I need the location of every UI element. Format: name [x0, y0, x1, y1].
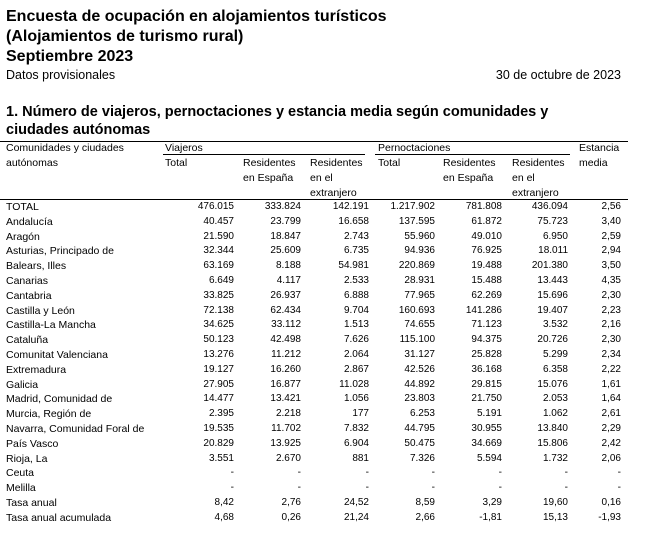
cell-p-total: 160.693 [398, 304, 435, 316]
cell-p-total: 55.960 [404, 230, 435, 242]
cell-v-ext: 6.888 [343, 289, 369, 301]
pernoctaciones-res-ext-header-1: Residentes [512, 157, 565, 169]
cell-p-ext: 15.696 [537, 289, 568, 301]
pernoctaciones-header: Pernoctaciones [378, 142, 451, 154]
region-cell: Andalucía [6, 215, 53, 228]
cell-p-esp: -1,81 [479, 511, 502, 523]
table-row [0, 511, 651, 526]
table-row [0, 318, 651, 333]
cell-v-total: 19.127 [203, 363, 234, 375]
cell-v-total: 27.905 [203, 378, 234, 390]
cell-p-ext: 5.299 [542, 348, 568, 360]
cell-v-ext: 21,24 [343, 511, 369, 523]
cell-v-esp: 23.799 [270, 215, 301, 227]
cell-p-total: 137.595 [398, 215, 435, 227]
cell-p-total: 28.931 [404, 274, 435, 286]
section-title: 1. Número de viajeros, pernoctaciones y estancia media según comunidades y ciudades autónomas [6, 104, 549, 138]
cell-v-total: 19.535 [203, 422, 234, 434]
cell-estancia: 2,34 [601, 348, 621, 360]
region-cell: País Vasco [6, 437, 59, 450]
region-cell: Madrid, Comunidad de [6, 393, 113, 406]
cell-v-ext: 6.904 [343, 437, 369, 449]
table-row [0, 244, 651, 259]
cell-v-total: 6.649 [208, 274, 234, 286]
region-cell: Murcia, Región de [6, 408, 92, 421]
cell-v-esp: 2.670 [275, 452, 301, 464]
table-row [0, 452, 651, 467]
cell-p-esp: - [498, 482, 502, 494]
cell-v-esp: - [297, 482, 301, 494]
table-row [0, 304, 651, 319]
cell-p-ext: 2.053 [542, 393, 568, 405]
cell-p-esp: - [498, 467, 502, 479]
cell-v-total: 50.123 [203, 334, 234, 346]
table-row [0, 289, 651, 304]
pernoctaciones-res-esp-header-1: Residentes [443, 157, 496, 169]
cell-p-ext: 1.062 [542, 408, 568, 420]
title-line-2: (Alojamientos de turismo rural) [6, 28, 244, 45]
pernoctaciones-res-esp-header-2: en España [443, 172, 494, 184]
cell-v-esp: 16.877 [270, 378, 301, 390]
cell-v-ext: 2.743 [343, 230, 369, 242]
cell-p-esp: 94.375 [471, 334, 502, 346]
cell-p-esp: 62.269 [471, 289, 502, 301]
cell-p-total: - [431, 482, 435, 494]
cell-v-esp: 18.847 [270, 230, 301, 242]
cell-v-total: 72.138 [203, 304, 234, 316]
cell-p-ext: 3.532 [542, 319, 568, 331]
cell-v-esp: 13.925 [270, 437, 301, 449]
cell-p-ext: 15.076 [537, 378, 568, 390]
cell-v-ext: 6.735 [343, 245, 369, 257]
cell-v-ext: 7.626 [343, 334, 369, 346]
cell-v-esp: 4.117 [276, 274, 301, 286]
table-row [0, 437, 651, 452]
cell-p-total: 44.892 [404, 378, 435, 390]
cell-p-total: 31.127 [404, 348, 435, 360]
region-cell: Rioja, La [6, 452, 48, 465]
cell-v-esp: 2,76 [281, 496, 301, 508]
cell-estancia: 2,94 [601, 245, 621, 257]
cell-v-esp: 16.260 [270, 363, 301, 375]
cell-p-esp: 76.925 [471, 245, 502, 257]
pernoctaciones-total-header: Total [378, 157, 401, 169]
cell-v-ext: - [365, 467, 369, 479]
cell-estancia: 2,06 [601, 452, 621, 464]
table-row [0, 259, 651, 274]
cell-v-total: 33.825 [203, 289, 234, 301]
data-table-body [0, 200, 651, 526]
estancia-header-2: media [579, 157, 608, 169]
cell-estancia: - [617, 482, 621, 494]
cell-v-ext: 2.867 [343, 363, 369, 375]
region-cell: Galicia [6, 378, 39, 391]
table-row [0, 481, 651, 496]
table-row [0, 363, 651, 378]
cell-p-total: 94.936 [404, 245, 435, 257]
cell-estancia: 2,61 [601, 408, 621, 420]
cell-v-esp: 11.212 [271, 348, 301, 360]
region-cell: Canarias [6, 274, 49, 287]
cell-estancia: 2,16 [601, 319, 621, 331]
cell-p-esp: 61.872 [471, 215, 502, 227]
table-row [0, 392, 651, 407]
table-row [0, 348, 651, 363]
table-row [0, 496, 651, 511]
cell-v-total: 21.590 [203, 230, 234, 242]
cell-estancia: 2,30 [601, 334, 621, 346]
region-cell: Comunitat Valenciana [6, 348, 108, 361]
cell-v-ext: 177 [352, 408, 369, 420]
viajeros-res-esp-header-2: en España [243, 172, 294, 184]
viajeros-res-ext-header-2: en el [310, 172, 333, 184]
cell-p-esp: 29.815 [471, 378, 502, 390]
cell-estancia: 3,40 [601, 215, 621, 227]
cell-p-ext: 18.011 [538, 245, 568, 257]
table-row [0, 466, 651, 481]
cell-estancia: 2,56 [601, 201, 621, 212]
cell-v-total: 8,42 [214, 496, 234, 508]
cell-v-ext: 24,52 [343, 496, 369, 508]
cell-v-total: - [230, 467, 234, 479]
cell-v-ext: 1.056 [343, 393, 369, 405]
cell-estancia: -1,93 [598, 511, 621, 523]
region-cell: Castilla y León [6, 304, 75, 317]
cell-estancia: - [617, 467, 621, 479]
cell-v-esp: 2.218 [275, 408, 301, 420]
cell-p-ext: - [564, 482, 568, 494]
viajeros-res-ext-header-3: extranjero [310, 187, 357, 199]
cell-v-esp: 25.609 [270, 245, 301, 257]
cell-p-total: 220.869 [398, 260, 435, 272]
cell-v-esp: - [297, 467, 301, 479]
cell-p-total: 7.326 [409, 452, 435, 464]
cell-estancia: 3,50 [601, 260, 621, 272]
region-cell: Balears, Illes [6, 260, 67, 273]
cell-v-ext: 7.832 [343, 422, 369, 434]
cell-p-esp: 36.168 [471, 363, 502, 375]
cell-v-total: 63.169 [203, 260, 234, 272]
cell-v-total: - [230, 482, 234, 494]
cell-p-ext: 6.358 [542, 363, 568, 375]
region-cell: Melilla [6, 482, 36, 495]
cell-p-ext: 15.806 [537, 437, 568, 449]
cell-v-esp: 62.434 [270, 304, 301, 316]
cell-p-esp: 25.828 [471, 348, 502, 360]
cell-p-total: 77.965 [404, 289, 435, 301]
cell-v-esp: 13.421 [270, 393, 301, 405]
cell-p-ext: 75.723 [537, 215, 568, 227]
cell-p-esp: 3,29 [482, 496, 502, 508]
region-cell: Cantabria [6, 289, 52, 302]
cell-p-ext: 19,60 [542, 496, 568, 508]
cell-p-esp: 781.808 [465, 201, 502, 212]
cell-p-total: 50.475 [404, 437, 435, 449]
cell-p-total: 42.526 [404, 363, 435, 375]
cell-p-esp: 19.488 [471, 260, 502, 272]
title-line-1: Encuesta de ocupación en alojamientos turísticos [6, 8, 387, 25]
cell-p-total: 1.217.902 [390, 201, 435, 212]
cell-p-esp: 141.286 [465, 304, 502, 316]
table-row [0, 274, 651, 289]
region-cell: Ceuta [6, 467, 35, 480]
cell-v-total: 13.276 [203, 348, 234, 360]
cell-p-total: 23.803 [404, 393, 435, 405]
viajeros-header: Viajeros [165, 142, 203, 154]
cell-estancia: 2,22 [601, 363, 621, 375]
cell-v-esp: 33.112 [271, 319, 301, 331]
col-region-label-1: Comunidades y ciudades [6, 142, 124, 154]
cell-estancia: 2,59 [601, 230, 621, 242]
table-row [0, 215, 651, 230]
cell-p-ext: 1.732 [542, 452, 568, 464]
cell-p-total: 74.655 [404, 319, 435, 331]
pernoctaciones-res-ext-header-2: en el [512, 172, 535, 184]
cell-v-total: 2.395 [208, 408, 234, 420]
region-cell: Navarra, Comunidad Foral de [6, 422, 145, 435]
table-row [0, 333, 651, 348]
table-row [0, 200, 651, 215]
region-cell: Aragón [6, 230, 40, 243]
cell-estancia: 2,30 [601, 289, 621, 301]
cell-estancia: 0,16 [601, 496, 621, 508]
cell-v-ext: 16.658 [338, 215, 369, 227]
cell-p-ext: 436.094 [531, 201, 568, 212]
cell-p-ext: 13.443 [537, 274, 568, 286]
cell-v-ext: - [365, 482, 369, 494]
cell-estancia: 1,64 [601, 393, 621, 405]
cell-p-total: - [431, 467, 435, 479]
cell-p-ext: 201.380 [531, 260, 568, 272]
cell-v-esp: 333.824 [264, 201, 301, 212]
region-cell: Tasa anual [6, 496, 57, 509]
cell-p-esp: 21.750 [471, 393, 502, 405]
cell-v-total: 14.477 [203, 393, 234, 405]
cell-v-esp: 0,26 [281, 511, 301, 523]
cell-v-total: 34.625 [203, 319, 234, 331]
cell-p-esp: 34.669 [471, 437, 502, 449]
cell-v-esp: 8.188 [275, 260, 301, 272]
region-cell: Tasa anual acumulada [6, 511, 112, 524]
table-row [0, 407, 651, 422]
cell-estancia: 2,42 [601, 437, 621, 449]
cell-v-total: 32.344 [203, 245, 234, 257]
col-region-label-2: autónomas [6, 157, 58, 169]
publication-date: 30 de octubre de 2023 [495, 68, 621, 82]
cell-p-esp: 71.123 [471, 319, 502, 331]
cell-p-ext: 19.407 [537, 304, 568, 316]
cell-v-ext: 2.533 [343, 274, 369, 286]
cell-p-total: 6.253 [409, 408, 435, 420]
cell-estancia: 2,23 [601, 304, 621, 316]
region-cell: Castilla-La Mancha [6, 319, 96, 332]
viajeros-res-ext-header-1: Residentes [310, 157, 363, 169]
cell-p-esp: 15.488 [471, 274, 502, 286]
viajeros-total-header: Total [165, 157, 188, 169]
cell-v-ext: 2.064 [343, 348, 369, 360]
cell-v-total: 20.829 [203, 437, 234, 449]
cell-p-ext: - [564, 467, 568, 479]
cell-p-total: 44.795 [404, 422, 435, 434]
cell-v-ext: 54.981 [338, 260, 369, 272]
cell-v-total: 476.015 [197, 201, 234, 212]
table-row [0, 422, 651, 437]
cell-v-esp: 26.937 [270, 289, 301, 301]
table-row [0, 230, 651, 245]
region-cell: Cataluña [6, 334, 49, 347]
cell-p-total: 115.100 [399, 334, 435, 346]
cell-v-ext: 9.704 [343, 304, 369, 316]
estancia-header-1: Estancia [579, 142, 620, 154]
cell-estancia: 2,29 [601, 422, 621, 434]
provisional-note: Datos provisionales [6, 68, 116, 82]
cell-estancia: 1,61 [601, 378, 621, 390]
pernoctaciones-res-ext-header-3: extranjero [512, 187, 559, 199]
cell-p-esp: 5.191 [476, 408, 502, 420]
cell-p-ext: 13.840 [537, 422, 568, 434]
cell-v-total: 40.457 [203, 215, 234, 227]
region-cell: Asturias, Principado de [6, 245, 114, 258]
cell-v-total: 4,68 [214, 511, 234, 523]
cell-p-ext: 20.726 [537, 334, 568, 346]
cell-v-ext: 11.028 [339, 378, 369, 390]
cell-p-ext: 6.950 [542, 230, 568, 242]
cell-p-total: 8,59 [415, 496, 435, 508]
cell-v-ext: 881 [352, 452, 369, 464]
cell-v-esp: 42.498 [270, 334, 301, 346]
region-cell: Extremadura [6, 363, 67, 376]
cell-p-esp: 30.955 [471, 422, 502, 434]
region-cell: TOTAL [6, 201, 39, 213]
cell-p-esp: 5.594 [476, 452, 502, 464]
table-row [0, 378, 651, 393]
title-line-3: Septiembre 2023 [6, 48, 134, 65]
cell-estancia: 4,35 [601, 274, 621, 286]
cell-v-esp: 11.702 [271, 422, 301, 434]
cell-v-total: 3.551 [208, 452, 234, 464]
viajeros-res-esp-header-1: Residentes [243, 157, 296, 169]
cell-p-ext: 15,13 [542, 511, 568, 523]
cell-p-total: 2,66 [415, 511, 435, 523]
cell-v-ext: 1.513 [343, 319, 369, 331]
cell-p-esp: 49.010 [471, 230, 502, 242]
cell-v-ext: 142.191 [332, 201, 369, 212]
